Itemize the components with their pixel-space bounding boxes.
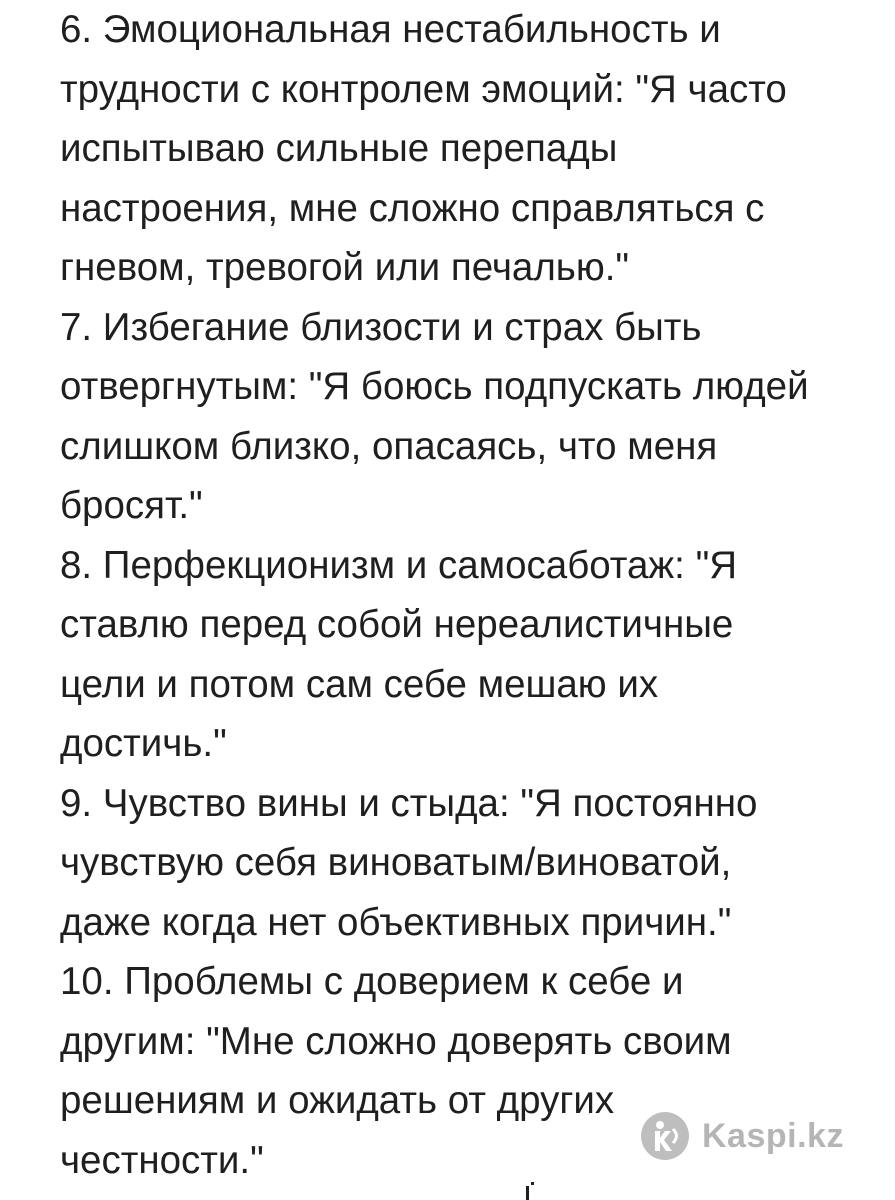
- text-line: 7. Избегание близости и страх быть: [60, 305, 702, 349]
- text-line: настроения, мне сложно справляться с: [60, 186, 765, 230]
- text-line: даже когда нет объективных причин.": [60, 900, 732, 944]
- text-line: испытываю сильные перепады: [60, 127, 618, 170]
- text-line: честности.": [60, 1138, 264, 1182]
- cut-off-text-fragment: [522, 1182, 536, 1200]
- text-line: ставлю перед собой нереалистичные: [60, 603, 734, 646]
- document-text: [60, 0, 860, 1190]
- text-line: чувствую себя виноватым/виноватой,: [60, 841, 732, 884]
- text-line: 6. Эмоциональная нестабильность и: [60, 8, 721, 51]
- text-line: цели и потом сам себе мешаю их: [60, 662, 659, 706]
- text-line: решениям и ожидать от других: [60, 1079, 615, 1122]
- kaspi-watermark: [640, 1108, 844, 1164]
- text-line: отвергнутым: "Я боюсь подпускать людей: [60, 365, 809, 408]
- text-line: 10. Проблемы с доверием к себе и: [60, 960, 684, 1003]
- text-line: достичь.": [60, 722, 227, 765]
- text-line: 9. Чувство вины и стыда: "Я постоянно: [60, 781, 758, 825]
- text-line: слишком близко, опасаясь, что меня: [60, 424, 718, 468]
- text-line: бросят.": [60, 484, 203, 527]
- text-line: другим: "Мне сложно доверять своим: [60, 1019, 732, 1063]
- text-line: 8. Перфекционизм и самосаботаж: "Я: [60, 543, 738, 587]
- text-line: трудности с контролем эмоций: "Я часто: [60, 67, 787, 111]
- watermark-text: Kaspi.kz: [702, 1116, 844, 1155]
- kaspi-logo-icon: [640, 1111, 690, 1161]
- text-line: гневом, тревогой или печалью.": [60, 246, 630, 289]
